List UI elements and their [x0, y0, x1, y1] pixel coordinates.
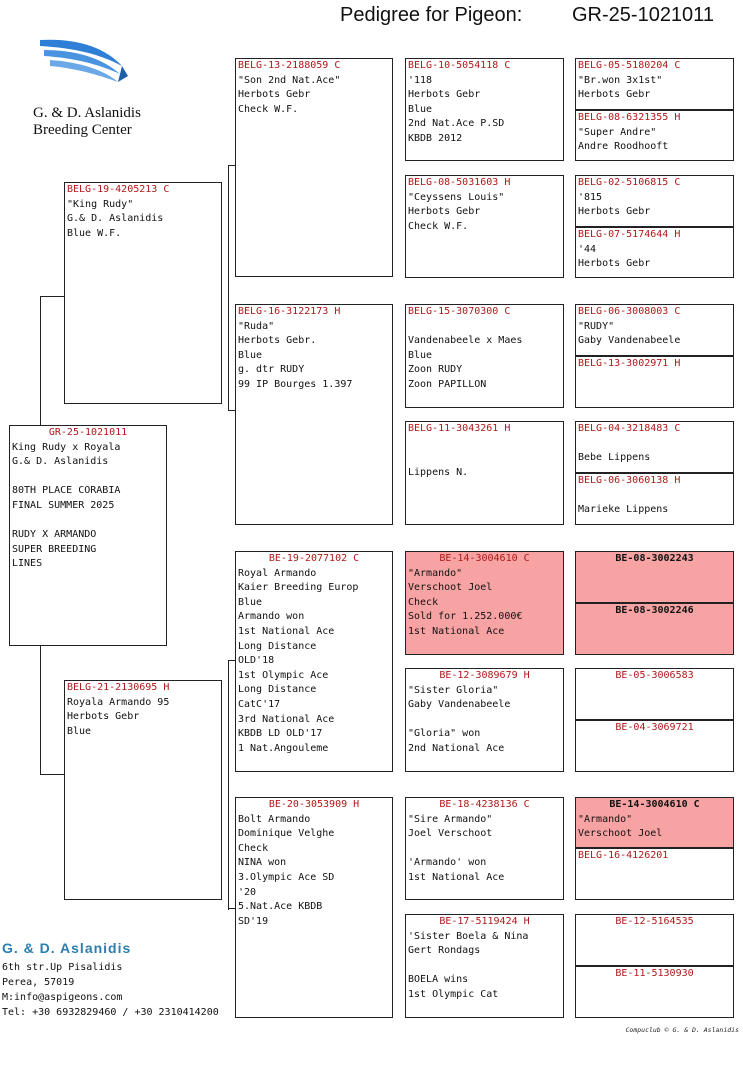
pigeon-card: [575, 603, 734, 655]
ring-number: BELG-05-5180204 C: [578, 60, 681, 71]
pigeon-detail: 1 Nat.Angouleme: [238, 742, 329, 754]
ring-number: BELG-11-3043261 H: [408, 423, 511, 434]
pigeon-detail: Herbots Gebr: [578, 206, 651, 218]
ring-number: BELG-07-5174644 H: [578, 229, 681, 240]
pigeon-detail: 80TH PLACE CORABIA: [12, 485, 121, 497]
ring-number: BE-12-3089679 H: [439, 670, 530, 681]
pigeon-detail: '44: [578, 243, 597, 255]
pigeon-card: [575, 551, 734, 603]
pigeon-detail: Blue: [238, 349, 263, 361]
pigeon-detail: Bolt Armando: [238, 813, 311, 825]
pigeon-card: [575, 58, 734, 110]
breeder-contact: [2, 941, 219, 1020]
pigeon-detail: [12, 514, 164, 529]
pigeon-detail: Vandenabeele x Maes: [408, 335, 523, 347]
pigeon-detail: Blue W.F.: [67, 227, 122, 239]
pigeon-card: [575, 914, 734, 966]
pigeon-card: [235, 797, 393, 1018]
pigeon-detail: Blue: [67, 725, 92, 737]
pigeon-detail: CatC'17: [238, 698, 281, 710]
pigeon-card: [405, 668, 564, 772]
pigeon-card: [64, 680, 222, 900]
pigeon-detail: Kaier Breeding Europ: [238, 582, 359, 594]
pigeon-detail: Blue: [408, 349, 433, 361]
pigeon-detail: King Rudy x Royala: [12, 441, 121, 453]
pigeon-detail: SD'19: [238, 915, 269, 927]
pigeon-detail: '118: [408, 74, 433, 86]
pigeon-detail: Zoon RUDY: [408, 364, 463, 376]
pigeon-detail: 'Armando' won: [408, 857, 487, 869]
pigeon-detail: Verschoot Joel: [578, 828, 663, 840]
pigeon-detail: '20: [238, 886, 257, 898]
pigeon-card: [575, 175, 734, 227]
pigeon-detail: "Sister Gloria": [408, 684, 499, 696]
pigeon-detail: "Super Andre": [578, 126, 657, 138]
ring-number: BE-14-3004610 C: [439, 553, 530, 564]
pigeon-detail: Check: [238, 842, 269, 854]
ring-number: BELG-16-3122173 H: [238, 306, 341, 317]
pigeon-card: [575, 848, 734, 900]
pigeon-detail: Herbots Gebr: [238, 89, 311, 101]
pigeon-detail: RUDY X ARMANDO: [12, 529, 97, 541]
pigeon-detail: "King Rudy": [67, 198, 134, 210]
ring-number: BELG-06-3060138 H: [578, 475, 681, 486]
pigeon-card: [575, 966, 734, 1018]
ring-number: BE-14-3004610 C: [609, 799, 700, 810]
pigeon-detail: BOELA wins: [408, 974, 469, 986]
pigeon-card: [405, 797, 564, 900]
pigeon-detail: 1st Olympic Ace: [238, 669, 329, 681]
ring-number: BELG-10-5054118 C: [408, 60, 511, 71]
pigeon-detail: LINES: [12, 558, 43, 570]
pigeon-detail: KBDB 2012: [408, 132, 463, 144]
ring-number: BE-05-3006583: [615, 670, 694, 681]
pigeon-detail: OLD'18: [238, 655, 275, 667]
pigeon-detail: Check: [408, 596, 439, 608]
pigeon-detail: Sold for 1.252.000€: [408, 611, 523, 623]
breeder-name: G. & D. Aslanidis: [2, 940, 132, 956]
pigeon-detail: Joel Verschoot: [408, 828, 493, 840]
ring-number: BE-08-3002246: [615, 605, 694, 616]
pigeon-detail: Andre Roodhooft: [578, 141, 669, 153]
pigeon-detail: "Ruda": [238, 320, 275, 332]
pigeon-detail: 99 IP Bourges 1.397: [238, 378, 353, 390]
pigeon-detail: "Armando": [408, 567, 463, 579]
pigeon-detail: 2nd National Ace: [408, 742, 505, 754]
pigeon-detail: Herbots Gebr.: [238, 335, 317, 347]
ring-number: BELG-08-5031603 H: [408, 177, 511, 188]
ring-number: BE-20-3053909 H: [268, 799, 360, 810]
pigeon-detail: Herbots Gebr: [578, 258, 651, 270]
copyright-note: Compuclub © G. & D. Aslanidis: [625, 1026, 739, 1034]
pigeon-detail: '815: [578, 191, 603, 203]
pigeon-card: [575, 421, 734, 473]
pigeon-detail: Herbots Gebr: [408, 206, 481, 218]
pigeon-detail: [578, 437, 731, 452]
pigeon-detail: Dominique Velghe: [238, 828, 335, 840]
pigeon-card: [405, 175, 564, 278]
pigeon-detail: [408, 451, 561, 466]
pigeon-detail: 1st Olympic Cat: [408, 988, 499, 1000]
pigeon-card: [235, 551, 393, 772]
pigeon-detail: [408, 959, 561, 974]
pigeon-detail: Royal Armando: [238, 567, 317, 579]
pigeon-detail: Armando won: [238, 611, 305, 623]
pigeon-detail: 2nd Nat.Ace P.SD: [408, 118, 505, 130]
pigeon-detail: Gaby Vandenabeele: [408, 699, 511, 711]
pigeon-detail: Long Distance: [238, 640, 317, 652]
pigeon-detail: "Sire Armando": [408, 813, 493, 825]
pigeon-detail: G.& D. Aslanidis: [12, 456, 109, 468]
ring-number: GR-25-1021011: [48, 427, 128, 438]
pigeon-card: [575, 720, 734, 772]
pigeon-detail: "Br.won 3x1st": [578, 74, 663, 86]
pigeon-card: [575, 110, 734, 161]
pigeon-card: [575, 227, 734, 278]
pigeon-detail: NINA won: [238, 857, 287, 869]
pigeon-detail: [12, 470, 164, 485]
pigeon-detail: 3.Olympic Ace SD: [238, 871, 335, 883]
pigeon-detail: 1st National Ace: [408, 871, 505, 883]
page-title: [340, 4, 714, 27]
pigeon-detail: [408, 320, 561, 335]
email-text: M:info@aspigeons.com: [2, 992, 123, 1003]
ring-number: BELG-04-3218483 C: [578, 423, 681, 434]
pigeon-detail: G.& D. Aslanidis: [67, 213, 164, 225]
pigeon-detail: Check W.F.: [238, 103, 299, 115]
ring-number: BELG-08-6321355 H: [578, 112, 681, 123]
pigeon-card: [405, 304, 564, 408]
pigeon-detail: 'Sister Boela & Nina: [408, 930, 529, 942]
pigeon-detail: [408, 713, 561, 728]
ring-number: BELG-21-2130695 H: [67, 682, 170, 693]
pigeon-detail: [578, 489, 731, 504]
pigeon-card: [405, 551, 564, 655]
ring-number: BELG-15-3070300 C: [408, 306, 511, 317]
pigeon-detail: Royala Armando 95: [67, 696, 170, 708]
pigeon-detail: 5.Nat.Ace KBDB: [238, 901, 323, 913]
pigeon-card: [405, 421, 564, 525]
ring-number: BELG-13-3002971 H: [578, 358, 681, 369]
pigeon-detail: KBDB LD OLD'17: [238, 728, 323, 740]
pigeon-detail: Herbots Gebr: [408, 89, 481, 101]
title-label: Pedigree for Pigeon:: [340, 4, 523, 26]
pigeon-card: [575, 797, 734, 848]
pigeon-detail: [408, 842, 561, 857]
pigeon-detail: Gert Rondags: [408, 945, 481, 957]
pigeon-card: [64, 182, 222, 404]
pigeon-detail: g. dtr RUDY: [238, 364, 305, 376]
pigeon-detail: Check W.F.: [408, 220, 469, 232]
pigeon-detail: Herbots Gebr: [67, 711, 140, 723]
pigeon-detail: Lippens N.: [408, 466, 469, 478]
pigeon-detail: Blue: [238, 596, 263, 608]
pigeon-detail: 1st National Ace: [408, 625, 505, 637]
pigeon-card: [575, 473, 734, 525]
brand-name: G. & D. Aslanidis Breeding Center: [33, 105, 141, 138]
pigeon-card: [9, 425, 167, 646]
pigeon-detail: Bebe Lippens: [578, 452, 651, 464]
pigeon-detail: SUPER BREEDING: [12, 543, 97, 555]
ring-number: BE-12-5164535: [615, 916, 694, 927]
title-ring: GR-25-1021011: [572, 4, 714, 26]
pigeon-card: [575, 356, 734, 408]
pigeon-detail: Herbots Gebr: [578, 89, 651, 101]
pigeon-card: [405, 58, 564, 161]
ring-number: BELG-02-5106815 C: [578, 177, 681, 188]
pigeon-detail: "Son 2nd Nat.Ace": [238, 74, 341, 86]
pigeon-detail: 1st National Ace: [238, 625, 335, 637]
ring-number: BE-04-3069721: [615, 722, 694, 733]
pigeon-card: [235, 304, 393, 525]
pigeon-detail: Zoon PAPILLON: [408, 378, 487, 390]
ring-number: BE-17-5119424 H: [439, 916, 530, 927]
ring-number: BE-08-3002243: [615, 553, 694, 564]
pigeon-detail: "RUDY": [578, 320, 615, 332]
ring-number: BELG-13-2188059 C: [238, 60, 341, 71]
pigeon-detail: 3rd National Ace: [238, 713, 335, 725]
pigeon-detail: Long Distance: [238, 684, 317, 696]
wing-logo-icon: [34, 36, 130, 84]
ring-number: BELG-16-4126201: [578, 850, 669, 861]
pigeon-detail: FINAL SUMMER 2025: [12, 499, 115, 511]
pigeon-detail: Gaby Vandenabeele: [578, 335, 681, 347]
pigeon-detail: Blue: [408, 103, 433, 115]
pigeon-detail: [408, 437, 561, 452]
pigeon-detail: Marieke Lippens: [578, 504, 669, 516]
pigeon-card: [235, 58, 393, 277]
phone-text: Tel: +30 6932829460 / +30 2310414200: [2, 1007, 219, 1018]
pigeon-detail: "Armando": [578, 813, 633, 825]
ring-number: BE-19-2077102 C: [268, 553, 360, 564]
pigeon-card: [405, 914, 564, 1018]
pigeon-detail: "Gloria" won: [408, 728, 481, 740]
ring-number: BELG-06-3008003 C: [578, 306, 681, 317]
ring-number: BE-18-4238136 C: [439, 799, 530, 810]
pigeon-detail: "Ceyssens Louis": [408, 191, 505, 203]
address-line: 6th str.Up Pisalidis: [2, 962, 123, 973]
ring-number: BE-11-5130930: [615, 968, 694, 979]
pigeon-detail: Verschoot Joel: [408, 582, 493, 594]
pigeon-card: [575, 668, 734, 720]
ring-number: BELG-19-4205213 C: [67, 184, 170, 195]
address-line: Perea, 57019: [2, 977, 75, 988]
pigeon-card: [575, 304, 734, 356]
